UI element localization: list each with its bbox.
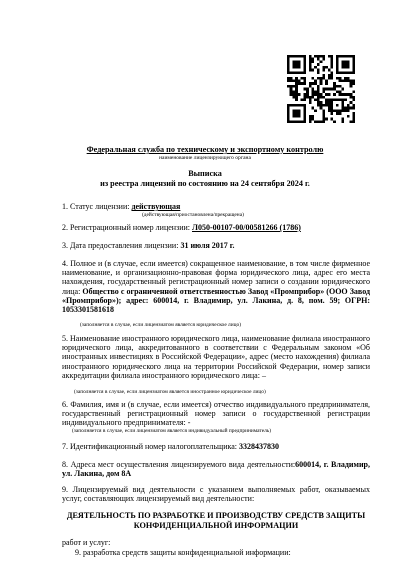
title-line-1: Выписка (188, 169, 222, 178)
works-item-1-number: 9. (75, 548, 81, 557)
item-4 (62, 259, 370, 314)
item-5: 5. Наименование иностранного юридического лица, наименование филиала иностранного юридического лица, аккредитованного в соответствии с Федеральным законом «Об иностранных инвестициях в Российской Федерации», адрес (место нахождения) филиала иностранного юридического лица на территории Российской Федерации, номер записи аккредитации филиала иностранного юридического лица: – (62, 334, 370, 380)
item-7-label: 7. Идентификационный номер налогоплательщика: (62, 442, 240, 451)
item-9: 9. Лицензируемый вид деятельности с указанием выполняемых работ, оказываемых услуг, составляющих лицензируемый вид деятельности: (62, 485, 370, 504)
works-item-1 (75, 548, 370, 557)
item-8 (62, 460, 370, 478)
item-4-text: 4. Полное и (в случае, если имеется) сокращенное наименование, в том числе фирменное наименование, и организационно-правовая форма юридического лица, адрес его места нахождения, государственный регистрационный номер записи о создании юридического лица: (62, 259, 370, 296)
item-7 (62, 442, 370, 451)
agency-caption: наименование лицензирующего органа (159, 155, 251, 161)
item-6: 6. Фамилия, имя и (в случае, если имеется) отчество индивидуального предпринимателя, государственный регистрационный номер записи о государственной регистрации индивидуального предпринимателя: - (62, 400, 370, 428)
agency-name: Федеральная служба по техническому и экспортному контролю (86, 145, 324, 154)
item-8-label: 8. Адреса мест осуществления лицензируемого вида деятельности: (62, 460, 296, 469)
item-2-label: 2. Регистрационный номер лицензии: (62, 223, 193, 232)
document-title (40, 169, 370, 189)
works-label: работ и услуг: (62, 538, 111, 547)
item-3-label: 3. Дата предоставления лицензии: (62, 241, 181, 250)
item-1 (62, 202, 370, 211)
item-1-label: 1. Статус лицензии: (62, 202, 132, 211)
item-2 (62, 223, 370, 232)
item-1-caption: (действующая/приостановлена/прекращена) (142, 212, 244, 218)
item-4-caption: (заполняется в случае, если лицензиатом является юридическое лицо) (80, 322, 242, 328)
activity-heading: ДЕЯТЕЛЬНОСТЬ ПО РАЗРАБОТКЕ И ПРОИЗВОДСТВУ СРЕДСТВ ЗАЩИТЫ КОНФИДЕНЦИАЛЬНОЙ ИНФОРМАЦИИ (66, 511, 366, 530)
item-3 (62, 241, 370, 250)
item-8-value: 600014, г. Владимир, ул. Лакина, дом 8А (62, 460, 370, 479)
qr-code-icon (287, 55, 355, 123)
item-3-value: 31 июля 2017 г. (180, 241, 235, 250)
title-line-2: из реестра лицензий по состоянию на 24 сентября 2024 г. (100, 179, 310, 188)
works-item-1-text: разработка средств защиты конфиденциальной информации: (83, 548, 291, 557)
item-6-caption: (заполняется в случае, если лицензиатом является индивидуальный предприниматель) (72, 428, 272, 434)
item-7-value: 3328437830 (239, 442, 280, 451)
item-4-value: Общество с ограниченной ответственностью Завод «Промприбор» (ООО Завод «Промприбор»); адрес: 600014, г. Владимир, ул. Лакина, д. 8, пом. 59; ОГРН: 1053301581618 (62, 286, 371, 315)
item-5-caption: (заполняется в случае, если лицензиатом является иностранное юридическое лицо) (74, 389, 266, 395)
item-2-value: Л050-00107-00/00581266 (1786) (192, 223, 301, 232)
item-1-value: действующая (131, 202, 181, 211)
